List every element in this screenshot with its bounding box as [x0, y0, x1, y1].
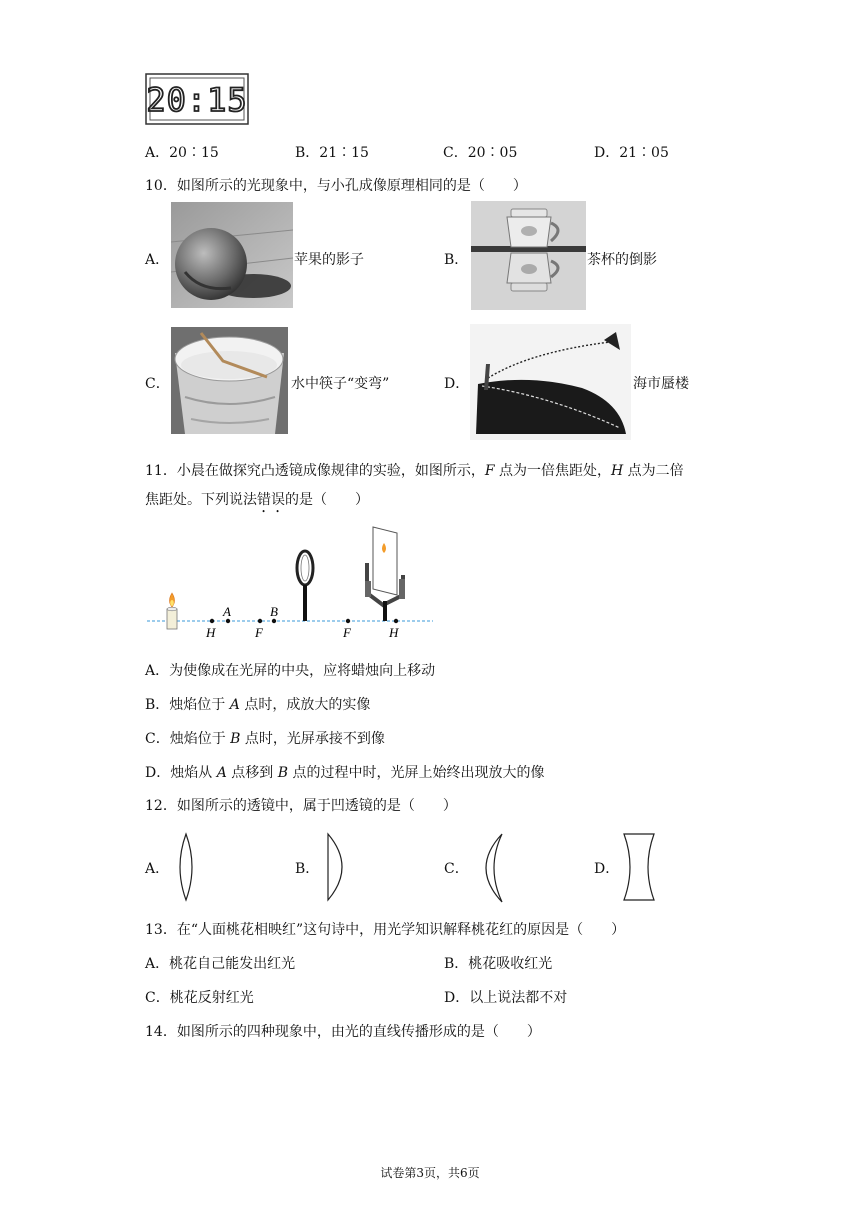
q12-option-b-label[interactable]: B． [295, 861, 320, 877]
q9-option-a[interactable] [145, 142, 219, 162]
option-label: A． [145, 663, 170, 679]
digital-clock-image [145, 73, 249, 125]
option-text: 为使像成在光屏的中央，应将蜡烛向上移动 [169, 663, 436, 679]
label-b: B [270, 604, 278, 619]
candle-icon [167, 593, 177, 629]
convex-lens-icon [297, 551, 313, 621]
label-f-left: F [255, 625, 263, 640]
q14-stem: 14．如图所示的四种现象中，由光的直线传播形成的是（ ） [145, 1024, 541, 1040]
option-text: 点时，光屏承接不到像 [240, 731, 385, 747]
q10-option-a-label[interactable]: A． [145, 252, 170, 268]
option-label: B． [145, 697, 170, 713]
q9-option-d[interactable] [594, 142, 669, 162]
q11-stem-part: 11．小晨在做探究凸透镜成像规律的实验，如图所示， [145, 463, 485, 479]
light-screen-icon [365, 527, 405, 621]
meniscus-lens-icon [468, 832, 510, 904]
option-label: D． [594, 145, 620, 161]
q11-option-b[interactable] [145, 694, 370, 714]
label-a: A [223, 604, 231, 619]
q13-option-d[interactable] [444, 987, 567, 1007]
option-label: C． [443, 145, 468, 161]
option-label: A． [145, 145, 170, 161]
option-text: 21∶05 [619, 145, 669, 161]
q11-option-a[interactable] [145, 660, 435, 680]
option-text: 桃花反射红光 [169, 990, 254, 1006]
q11-stem-part: 点为二倍 [623, 463, 684, 479]
option-text: 20∶05 [467, 145, 518, 161]
label-h-left: H [206, 625, 216, 640]
point-b [272, 619, 276, 623]
option-text: 烛焰从 [170, 765, 217, 781]
option-text: 点时，成放大的实像 [239, 697, 371, 713]
q11-stem-part: 点为一倍焦距处， [494, 463, 611, 479]
var-h: H [611, 463, 624, 479]
option-text: 烛焰位于 [169, 731, 231, 747]
var-f: F [484, 463, 495, 479]
option-text: 点移到 [226, 765, 278, 781]
var-a: A [229, 697, 240, 713]
q11-option-d[interactable] [145, 762, 544, 782]
q12-option-a-label[interactable]: A． [145, 861, 170, 877]
var-b: B [277, 765, 289, 781]
option-text: 点的过程中时，光屏上始终出现放大的像 [288, 765, 545, 781]
q10-option-d-label[interactable]: D． [444, 376, 470, 392]
label-f-right: F [343, 625, 351, 640]
mirage-diagram-image [470, 324, 631, 440]
option-text: 20∶15 [169, 145, 219, 161]
q11-stem-part: 的是（ ） [285, 492, 369, 508]
biconvex-lens-icon [172, 832, 200, 902]
q10-option-a-caption: 苹果的影子 [294, 252, 364, 268]
emphasis-word: 错误 [257, 492, 285, 508]
option-label: B． [444, 956, 469, 972]
q11-stem-part: 焦距处。下列说法 [145, 492, 257, 508]
q11-stem-line2 [145, 489, 369, 516]
apple-shadow-photo [171, 202, 293, 308]
q12-option-c-label[interactable]: C． [444, 861, 469, 877]
point-h-left [210, 619, 214, 623]
q10-option-b-label[interactable]: B． [444, 252, 469, 268]
q11-option-c[interactable] [145, 728, 385, 748]
clock-display: 20:15 [146, 81, 248, 119]
option-label: A． [145, 956, 170, 972]
q9-option-b[interactable] [295, 142, 369, 162]
option-label: D． [444, 990, 470, 1006]
q12-stem: 12．如图所示的透镜中，属于凹透镜的是（ ） [145, 798, 457, 814]
plano-convex-lens-icon [322, 832, 354, 902]
q10-option-c-label[interactable]: C． [145, 376, 170, 392]
point-f-left [258, 619, 262, 623]
q10-option-b-caption: 茶杯的倒影 [587, 252, 657, 268]
optical-bench-diagram [145, 523, 435, 643]
q12-option-d-label[interactable]: D． [594, 861, 620, 877]
var-a: A [216, 765, 227, 781]
q10-option-d-caption: 海市蜃楼 [633, 376, 689, 392]
point-h-right [394, 619, 398, 623]
q10-stem: 10．如图所示的光现象中，与小孔成像原理相同的是（ ） [145, 178, 527, 194]
biconcave-lens-icon [620, 832, 658, 902]
q13-option-c[interactable] [145, 987, 254, 1007]
q11-stem-line1 [145, 460, 684, 480]
teacup-reflection-photo [471, 201, 586, 310]
q10-option-c-caption: 水中筷子“变弯” [291, 376, 390, 392]
option-label: B． [295, 145, 320, 161]
q13-stem: 13．在“人面桃花相映红”这句诗中，用光学知识解释桃花红的原因是（ ） [145, 922, 626, 938]
q13-option-a[interactable] [145, 953, 295, 973]
option-text: 以上说法都不对 [469, 990, 568, 1006]
point-a [226, 619, 230, 623]
option-text: 21∶15 [319, 145, 369, 161]
var-b: B [230, 731, 241, 747]
option-text: 桃花自己能发出红光 [169, 956, 296, 972]
q13-option-b[interactable] [444, 953, 552, 973]
point-f-right [346, 619, 350, 623]
page-footer: 试卷第3页，共6页 [380, 1166, 480, 1180]
option-text: 桃花吸收红光 [468, 956, 553, 972]
bent-chopstick-photo [171, 327, 288, 434]
q9-option-c[interactable] [443, 142, 517, 162]
label-h-right: H [389, 625, 399, 640]
option-text: 烛焰位于 [169, 697, 230, 713]
option-label: D． [145, 765, 171, 781]
option-label: C． [145, 990, 170, 1006]
option-label: C． [145, 731, 170, 747]
